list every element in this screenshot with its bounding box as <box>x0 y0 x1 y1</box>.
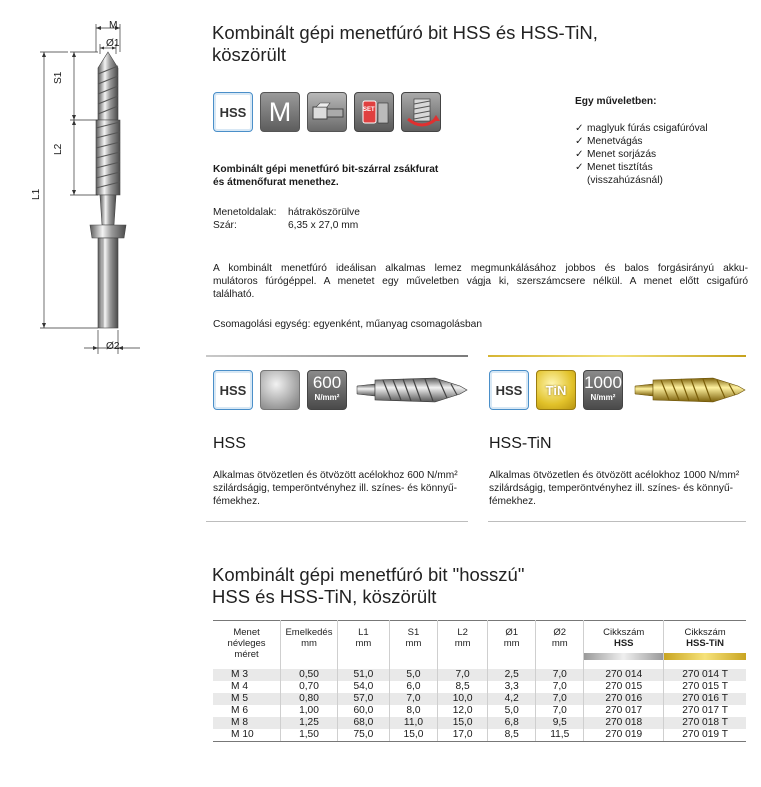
table-cell: 12,0 <box>438 705 488 717</box>
th-l1: L1 mm <box>337 621 389 670</box>
table-cell: 15,0 <box>438 717 488 729</box>
table-cell: 5,0 <box>488 705 536 717</box>
table-cell: 9,5 <box>536 717 584 729</box>
variant-tin-strength-icon <box>583 370 623 410</box>
table-cell: 4,2 <box>488 693 536 705</box>
variant-tin-coating-icon: TiN <box>536 370 576 410</box>
table-header-row <box>213 621 746 670</box>
th-l2: L2 mm <box>438 621 488 670</box>
th-pitch: Emelkedés mm <box>281 621 338 670</box>
spec-table <box>213 620 746 742</box>
variant-hss-tool-image <box>355 368 470 412</box>
spec-value: hátraköszörülve <box>288 207 360 218</box>
variant-hss-strength-icon <box>307 370 347 410</box>
page-title-line1: Kombinált gépi menetfúró bit HSS és HSS-TiN, <box>212 22 598 43</box>
table-row <box>213 717 746 729</box>
tool-neck <box>100 195 116 225</box>
one-step-title: Egy műveletben: <box>575 96 657 107</box>
table-cell: 0,50 <box>281 669 338 681</box>
dim-label-m: M <box>109 20 118 31</box>
hex-shank-icon <box>307 92 347 132</box>
variant-hss-description: Alkalmas ötvözetlen és ötvözött acélokhoz 600 N/mm² szilárdságig, temperöntvényhez ill. színes- és könnyű- fémekhez. <box>213 470 458 507</box>
table-cell: 8,5 <box>488 729 536 742</box>
packaging-info: Csomagolási egység: egyenként, műanyag csomagolásban <box>213 319 482 330</box>
table-cell: 270 018 <box>584 717 664 729</box>
variant-tin-icon: HSS <box>489 370 529 410</box>
table-row <box>213 669 746 681</box>
tin-color-bar <box>664 653 746 660</box>
table-cell: 270 014 T <box>664 669 746 681</box>
list-item: ✓ Menet tisztítás <box>575 162 653 173</box>
table-cell: 5,0 <box>389 669 437 681</box>
page-title <box>212 22 732 66</box>
table-cell: 270 018 T <box>664 717 746 729</box>
table-row <box>213 693 746 705</box>
variant-tin-tool-image <box>633 368 748 412</box>
dim-label-l2: L2 <box>53 143 64 155</box>
th-code-hss: Cikkszám HSS <box>584 621 664 670</box>
table-cell: 51,0 <box>337 669 389 681</box>
table-cell: 10,0 <box>438 693 488 705</box>
table-cell: 270 015 <box>584 681 664 693</box>
list-item: ✓ Menet sorjázás <box>575 149 657 160</box>
table-cell: 270 017 T <box>664 705 746 717</box>
table-cell: M 8 <box>213 717 281 729</box>
table-cell: 270 017 <box>584 705 664 717</box>
table-cell: 6,0 <box>389 681 437 693</box>
table-cell: 2,5 <box>488 669 536 681</box>
th-d1: Ø1 mm <box>488 621 536 670</box>
dim-label-d1: Ø1 <box>106 38 120 49</box>
table-cell: 7,0 <box>389 693 437 705</box>
set-adapter-label: SET <box>363 107 375 113</box>
table-cell: 270 016 T <box>664 693 746 705</box>
table-cell: 57,0 <box>337 693 389 705</box>
table-cell: 1,25 <box>281 717 338 729</box>
dim-label-s1: S1 <box>53 71 64 84</box>
table-cell: 270 015 T <box>664 681 746 693</box>
table-cell: 270 019 <box>584 729 664 742</box>
table-title: Kombinált gépi menetfúró bit "hosszú" HSS és HSS-TiN, köszörült <box>212 564 525 607</box>
dim-label-d2: Ø2 <box>106 341 120 352</box>
table-cell: 7,0 <box>536 693 584 705</box>
table-cell: 6,8 <box>488 717 536 729</box>
strength-value: 1000 <box>584 373 622 392</box>
check-icon: ✓ <box>575 149 584 160</box>
table-cell: 11,0 <box>389 717 437 729</box>
metric-thread-icon: M <box>260 92 300 132</box>
intro-heading: Kombinált gépi menetfúró bit-szárral zsákfurat és átmenőfurat menethez. <box>213 164 439 188</box>
hss-material-icon: HSS <box>213 92 253 132</box>
table-cell: 0,80 <box>281 693 338 705</box>
table-cell: 3,3 <box>488 681 536 693</box>
table-cell: 11,5 <box>536 729 584 742</box>
spec-list <box>213 206 360 232</box>
divider-left-bottom <box>206 521 468 522</box>
table-cell: 7,0 <box>536 669 584 681</box>
table-cell: 75,0 <box>337 729 389 742</box>
tool-collar <box>90 225 126 238</box>
table-cell: 1,50 <box>281 729 338 742</box>
table-cell: M 6 <box>231 705 248 716</box>
table-row <box>213 681 746 693</box>
table-cell: 1,00 <box>281 705 338 717</box>
divider-left <box>206 355 468 357</box>
table-cell: 7,0 <box>536 705 584 717</box>
variant-tin-name: HSS-TiN <box>489 435 552 452</box>
table-cell: 17,0 <box>438 729 488 742</box>
table-cell: M 3 <box>213 669 281 681</box>
table-cell: 54,0 <box>337 681 389 693</box>
table-cell: M 5 <box>213 693 281 705</box>
th-d2: Ø2 mm <box>536 621 584 670</box>
variant-hss-name: HSS <box>213 435 246 452</box>
table-cell: 8,5 <box>438 681 488 693</box>
list-item: ✓ Menetvágás <box>575 136 643 147</box>
table-row <box>213 729 746 742</box>
table-cell: 15,0 <box>389 729 437 742</box>
list-item-note: (visszahúzásnál) <box>587 175 663 186</box>
table-cell: 270 016 <box>584 693 664 705</box>
tool-dimension-drawing <box>20 10 160 360</box>
tool-hex-shank <box>98 238 118 328</box>
page-title-line2: köszörült <box>212 44 287 65</box>
table-cell: 60,0 <box>337 705 389 717</box>
hss-color-bar <box>584 653 663 660</box>
list-item: ✓ maglyuk fúrás csigafúróval <box>575 123 708 134</box>
spec-label: Szár: <box>213 220 237 231</box>
table-row <box>213 705 746 717</box>
table-cell: 8,0 <box>389 705 437 717</box>
variant-hss-icon: HSS <box>213 370 253 410</box>
variant-tin-description: Alkalmas ötvözetlen és ötvözött acélokhoz 1000 N/mm² szilárdságig, temperöntvényhez ill. színes- és könnyű- fémekhez. <box>489 470 740 507</box>
strength-unit: N/mm² <box>590 393 616 402</box>
set-adapter-icon <box>354 92 394 132</box>
th-s1: S1 mm <box>389 621 437 670</box>
check-icon: ✓ <box>575 162 584 173</box>
table-cell: 0,70 <box>281 681 338 693</box>
strength-value: 600 <box>312 373 342 392</box>
one-step-list <box>575 122 755 187</box>
check-icon: ✓ <box>575 123 584 134</box>
table-cell: 270 014 <box>584 669 664 681</box>
table-cell: 7,0 <box>536 681 584 693</box>
table-cell: 68,0 <box>337 717 389 729</box>
tap-rotation-icon <box>401 92 441 132</box>
variant-hss-surface-icon <box>260 370 300 410</box>
spec-label: Menetoldalak: <box>213 207 277 218</box>
spec-value: 6,35 x 27,0 mm <box>288 220 359 231</box>
th-thread: Menet névleges méret <box>227 627 266 660</box>
description-paragraph: A kombinált menetfúró ideálisan alkalmas lemez megmunkálásához jobbos és balos forgásirányú akku- mulátoros fúrógéppel. A menetet egy műveletben vágja ki, szerszámcsere nélkül. A menet előtt csigafúró található. <box>213 263 748 300</box>
dim-label-l1: L1 <box>31 188 42 200</box>
divider-right <box>488 355 746 357</box>
check-icon: ✓ <box>575 136 584 147</box>
th-code-tin: Cikkszám HSS-TiN <box>664 621 746 670</box>
strength-unit: N/mm² <box>314 393 340 402</box>
table-cell: M 4 <box>231 681 248 692</box>
divider-right-bottom <box>488 521 746 522</box>
table-cell: M 10 <box>213 729 281 742</box>
table-cell: 7,0 <box>438 669 488 681</box>
table-cell: 270 019 T <box>664 729 746 742</box>
